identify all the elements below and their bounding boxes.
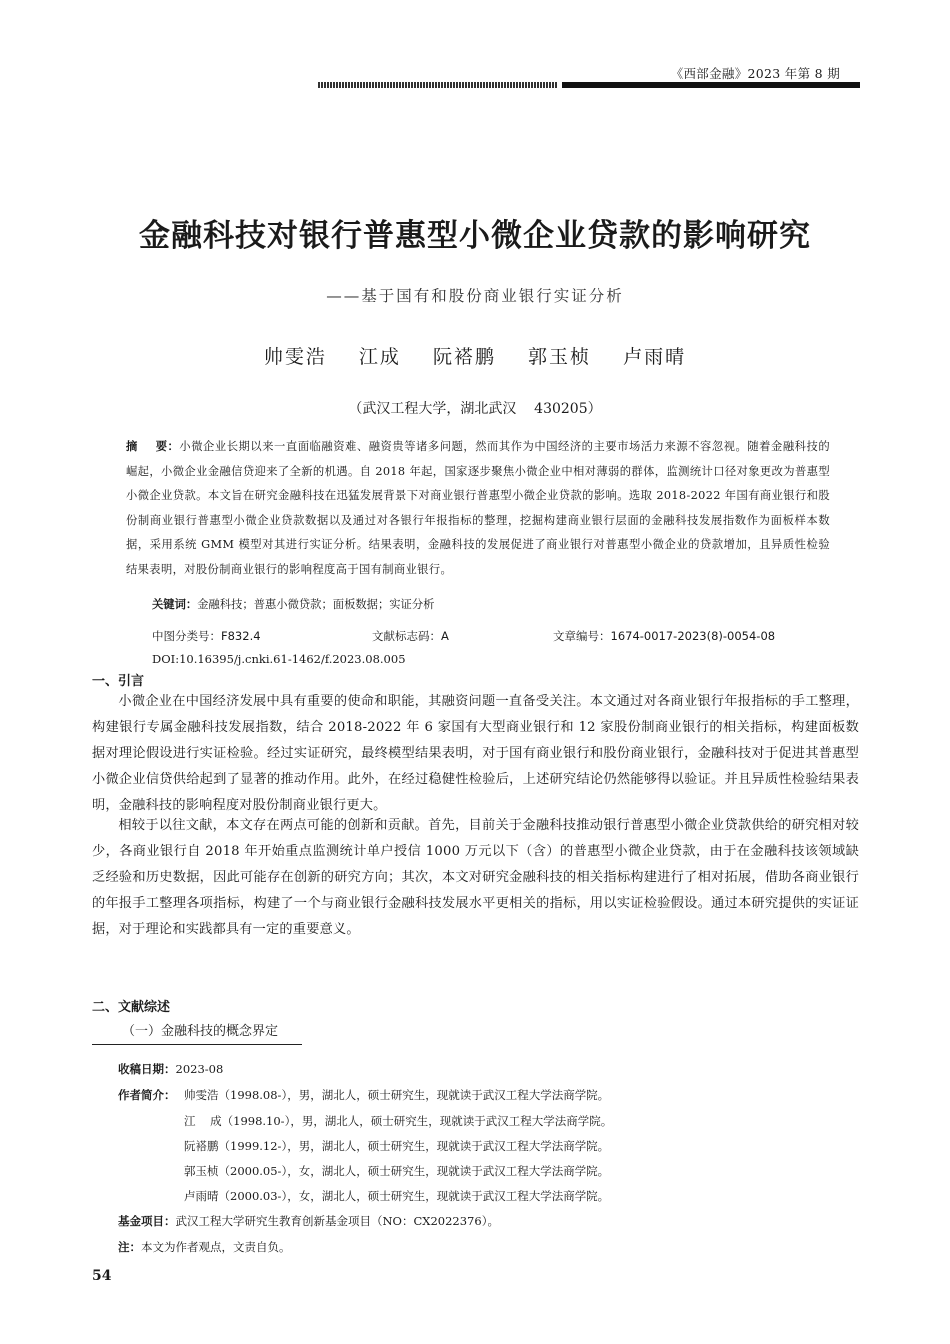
bio-label-text: 作者简介： (118, 1088, 176, 1102)
article-number: 文章编号：1674-0017-2023(8)-0054-08 (553, 629, 776, 643)
author-list (0, 342, 950, 369)
section-heading-intro: 一、引言 (92, 674, 145, 689)
affiliation: （武汉工程大学，湖北武汉 430205） (348, 401, 602, 417)
intro-paragraph-2: 相较于以往文献，本文存在两点可能的创新和贡献。首先，目前关于金融科技推动银行普惠型小微企业贷款供给的研究相对较少，各商业银行自 2018 年开始重点监测统计单户授信 1000 万元以下（含）的普惠型小微企业贷款，由于在金融科技该领域缺乏经验和历史数据，因此可能存在创新的研究方向；其次，本文对研究金融科技的相关指标构建进行了相对拓展，借助各商业银行的年报手工整理各项指标，构建了一个与商业银行金融科技发展水平更相关的指标，用以实证检验假设。通过本研究提供的实证证据，对于理论和实践都具有一定的重要意义。 (92, 818, 859, 937)
note-value: 本文为作者观点，文责自负。 (141, 1240, 291, 1254)
author-bio: 帅雯浩（1998.08-），男，湖北人，硕士研究生，现就读于武汉工程大学法商学院。 (184, 1088, 610, 1102)
note-label: 注： (118, 1240, 141, 1254)
received-date (118, 1061, 223, 1077)
author-bio: 阮褡鹏（1999.12-），男，湖北人，硕士研究生，现就读于武汉工程大学法商学院。 (184, 1139, 610, 1153)
keywords-text: 金融科技；普惠小微贷款；面板数据；实证分析 (197, 598, 435, 611)
fund-label: 基金项目： (118, 1214, 176, 1228)
clc-number: 中图分类号：F832.4 (152, 629, 261, 643)
bio-label (118, 1087, 176, 1103)
subsection-heading: （一）金融科技的概念界定 (122, 1024, 279, 1039)
footnote-rule (92, 1044, 302, 1045)
keywords (152, 596, 434, 612)
author-name: 江成 (358, 346, 401, 368)
author-bio: 卢雨晴（2000.03-），女，湖北人，硕士研究生，现就读于武汉工程大学法商学院。 (184, 1189, 610, 1203)
article-title: 金融科技对银行普惠型小微企业贷款的影响研究 (139, 218, 811, 254)
author-name: 卢雨晴 (623, 346, 687, 368)
section-heading-review: 二、文献综述 (92, 1000, 171, 1015)
header-rule (318, 82, 860, 88)
page-number: 54 (92, 1268, 112, 1284)
header-rule-dotted (318, 82, 558, 88)
fund-project (118, 1213, 499, 1229)
author-name: 郭玉桢 (528, 346, 592, 368)
note (118, 1239, 291, 1255)
doi: DOI:10.16395/j.cnki.61-1462/f.2023.08.005 (152, 652, 406, 666)
author-bio: 江 成（1998.10-），男，湖北人，硕士研究生，现就读于武汉工程大学法商学院。 (184, 1114, 613, 1128)
keywords-label: 关键词： (152, 598, 198, 611)
author-bio: 郭玉桢（2000.05-），女，湖北人，硕士研究生，现就读于武汉工程大学法商学院。 (184, 1164, 610, 1178)
intro-paragraph-1: 小微企业在中国经济发展中具有重要的使命和职能，其融资问题一直备受关注。本文通过对各商业银行年报指标的手工整理，构建银行专属金融科技发展指数，结合 2018-2022 年 6 家国有大型商业银行和 12 家股份制商业银行的相关指标，构建面板数据对理论假设进行实证检验。经过实证研究，最终模型结果表明，对于国有商业银行和股份商业银行，金融科技对于促进其普惠型小微企业信贷供给起到了显著的推动作用。此外，在经过稳健性检验后，上述研究结论仍然能够得以验证。并且异质性检验结果表明，金融科技的影响程度对股份制商业银行更大。 (92, 694, 859, 813)
received-label: 收稿日期： (118, 1062, 176, 1076)
header-rule-solid (562, 82, 860, 88)
abstract-text: 小微企业长期以来一直面临融资难、融资贵等诸多问题，然而其作为中国经济的主要市场活力来源不容忽视。随着金融科技的崛起，小微企业金融信贷迎来了全新的机遇。自 2018 年起，国家逐步聚焦小微企业中相对薄弱的群体，监测统计口径对象更改为普惠型小微企业贷款。本文旨在研究金融科技在迅猛发展背景下对商业银行普惠型小微企业贷款的影响。选取 2018-2022 年国有商业银行和股份制商业银行普惠型小微企业贷款数据以及通过对各银行年报指标的整理，挖掘构建商业银行层面的金融科技发展指数作为面板样本数据，采用系统 GMM 模型对其进行实证分析。结果表明，金融科技的发展促进了商业银行对普惠型小微企业的贷款增加，且异质性检验结果表明，对股份制商业银行的影响程度高于国有制商业银行。 (126, 440, 830, 576)
author-name: 帅雯浩 (263, 346, 327, 368)
abstract (126, 435, 830, 582)
abstract-label: 摘 要： (126, 440, 180, 453)
document-code: 文献标志码：A (372, 629, 449, 643)
received-value: 2023-08 (175, 1062, 224, 1076)
journal-header: 《西部金融》2023 年第 8 期 (670, 66, 840, 81)
author-name: 阮褡鹏 (432, 346, 496, 368)
article-subtitle: ——基于国有和股份商业银行实证分析 (326, 287, 624, 305)
fund-value: 武汉工程大学研究生教育创新基金项目（NO：CX2022376）。 (175, 1214, 499, 1228)
